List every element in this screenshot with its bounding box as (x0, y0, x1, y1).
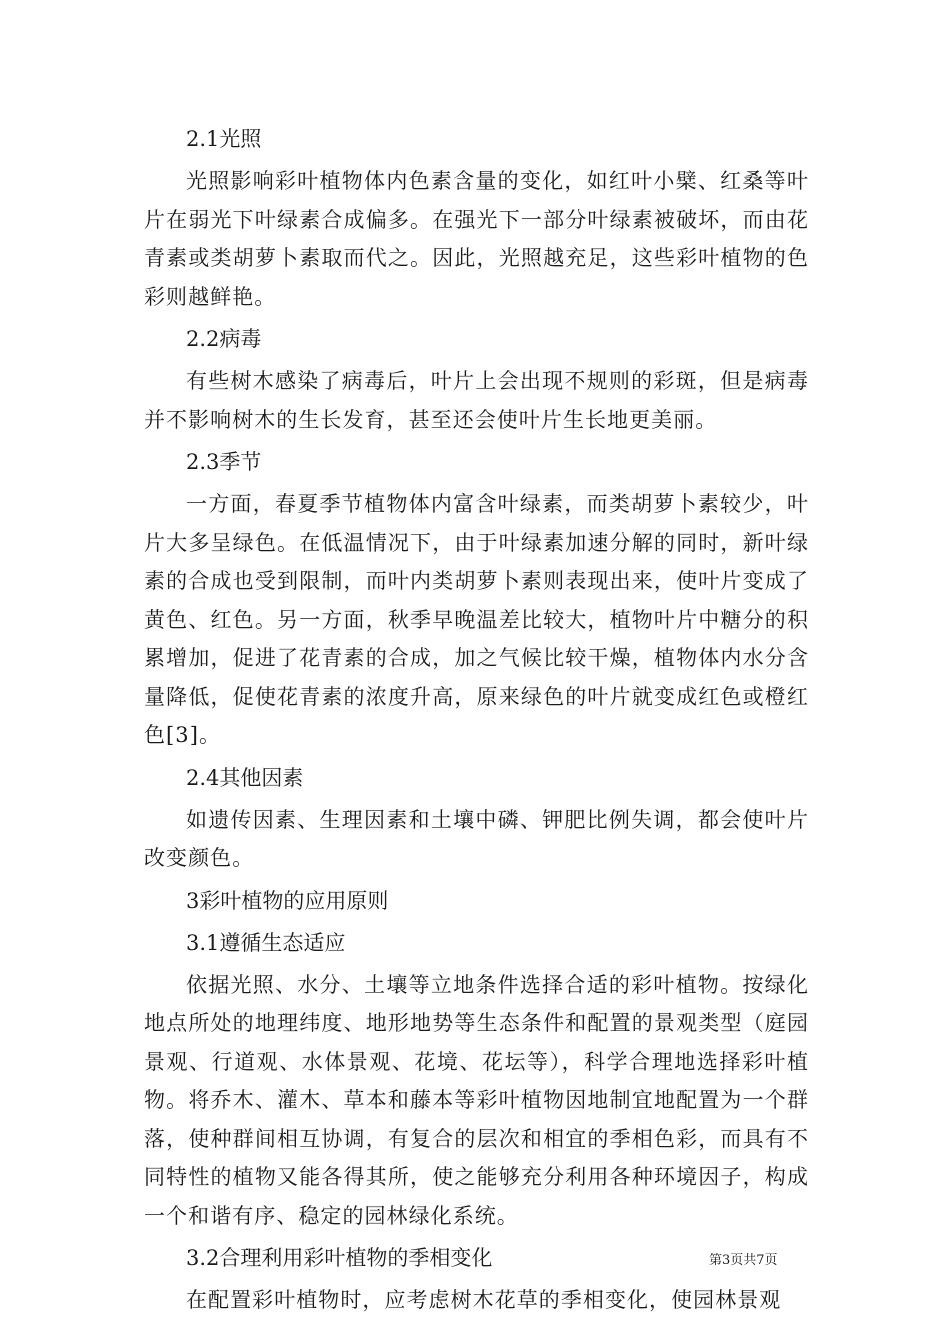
chapter-heading-3: 3彩叶植物的应用原则 (186, 888, 389, 913)
document-body (144, 120, 809, 1324)
page-number-footer: 第3页共7页 (709, 1253, 778, 1268)
section-heading-3-2: 3.2合理利用彩叶植物的季相变化 (186, 1246, 493, 1270)
paragraph-other-factors: 如遗传因素、生理因素和土壤中磷、钾肥比例失调，都会使叶片改变颜色。 (144, 807, 809, 870)
paragraph-season: 一方面，春夏季节植物体内富含叶绿素，而类胡萝卜素较少，叶片大多呈绿色。在低温情况下，由于叶绿素加速分解的同时，新叶绿素的合成也受到限制，而叶内类胡萝卜素则表现出来，使叶片变成了黄色、红色。另一方面，秋季早晚温差比较大，植物叶片中糖分的积累增加，促进了花青素的合成，加之气候比较干燥，植物体内水分含量降低，促使花青素的浓度升高，原来绿色的叶片就变成红色或橙红色[3]。 (144, 492, 809, 747)
paragraph-seasonal-change: 在配置彩叶植物时，应考虑树木花草的季相变化，使园林景观 (186, 1288, 782, 1312)
section-heading-2-2: 2.2病毒 (186, 327, 262, 351)
paragraph-light: 光照影响彩叶植物体内色素含量的变化，如红叶小檗、红桑等叶片在弱光下叶绿素合成偏多。在强光下一部分叶绿素被破坏，而由花青素或类胡萝卜素取而代之。因此，光照越充足，这些彩叶植物的色彩则越鲜艳。 (144, 169, 809, 309)
paragraph-ecology: 依据光照、水分、土壤等立地条件选择合适的彩叶植物。按绿化地点所处的地理纬度、地形地势等生态条件和配置的景观类型（庭园景观、行道观、水体景观、花境、花坛等），科学合理地选择彩叶植物。将乔木、灌木、草本和藤本等彩叶植物因地制宜地配置为一个群落，使种群间相互协调，有复合的层次和相宜的季相色彩，而具有不同特性的植物又能各得其所，使之能够充分利用各种环境因子，构成一个和谐有序、稳定的园林绿化系统。 (144, 972, 809, 1228)
section-heading-2-3: 2.3季节 (186, 450, 262, 474)
paragraph-virus: 有些树木感染了病毒后，叶片上会出现不规则的彩斑，但是病毒并不影响树木的生长发育，甚至还会使叶片生长地更美丽。 (144, 369, 809, 432)
section-heading-3-1: 3.1遵循生态适应 (186, 930, 346, 955)
section-heading-2-1: 2.1光照 (186, 127, 262, 151)
section-heading-2-4: 2.4其他因素 (186, 765, 304, 790)
